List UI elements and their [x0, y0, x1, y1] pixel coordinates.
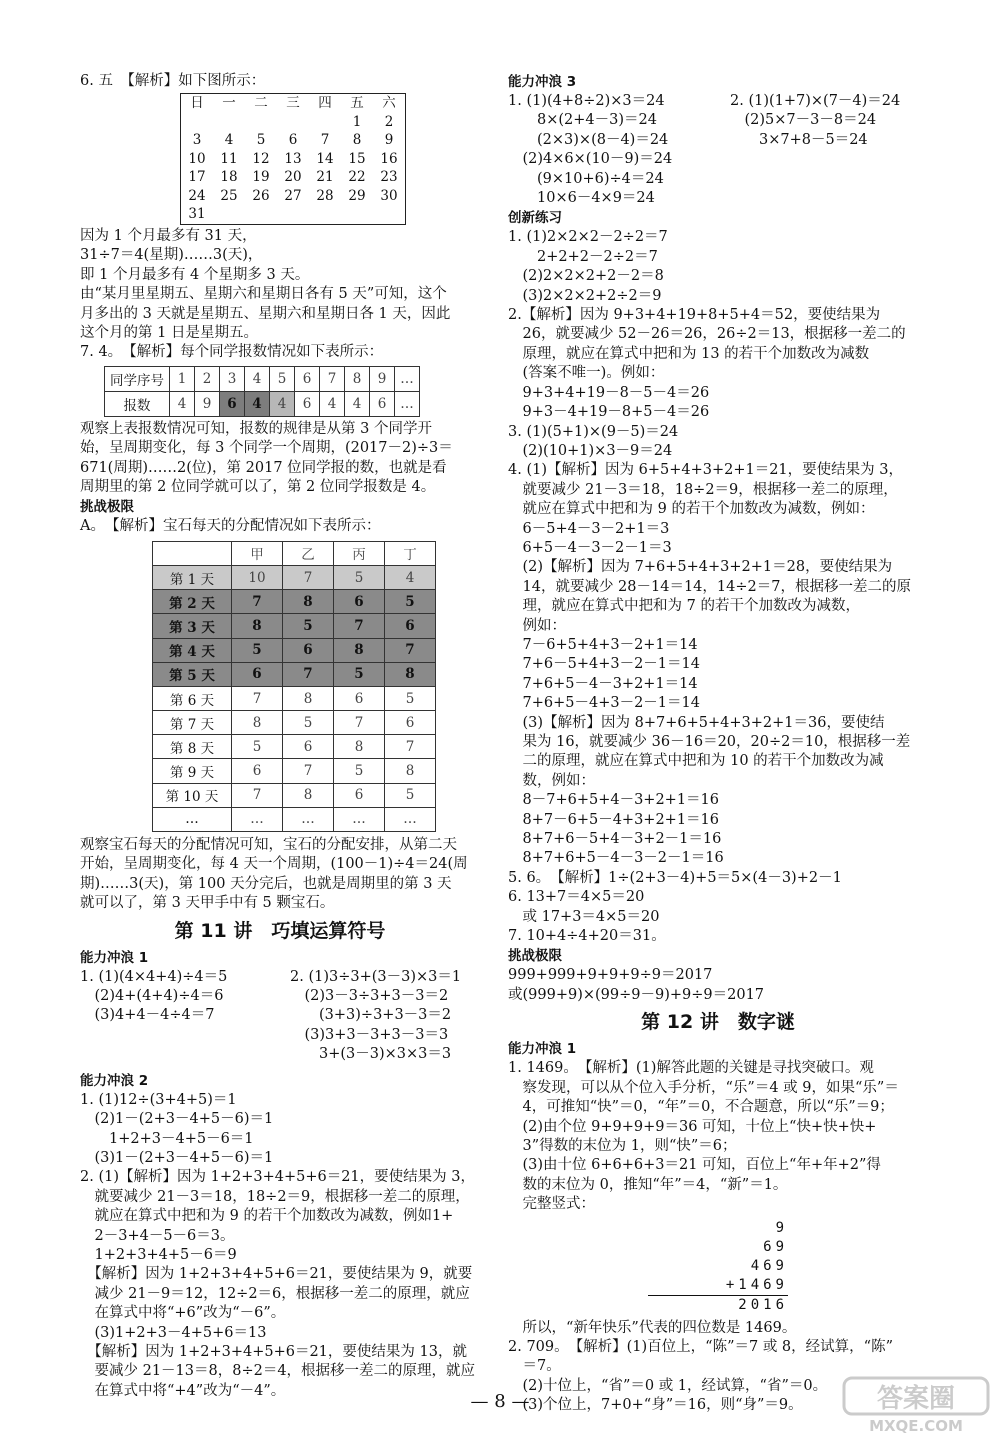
text-line: 这个月的第 1 日是星期五。 [80, 324, 258, 341]
text-line: 8+7+6+5－4－3－2－1＝16 [508, 850, 724, 867]
calendar-cell: 23 [380, 169, 398, 186]
gem-row [153, 759, 436, 783]
text-line: 要减少 21－13＝8，8÷2＝4，根据移一差二的原理，就应 [80, 1363, 476, 1380]
text-line: (2×3)×(8－4)＝24 [508, 131, 669, 148]
gem-cell: 8 [385, 662, 436, 686]
gem-cell: 第 10 天 [153, 783, 232, 807]
vertical-line: +1469 [725, 1276, 788, 1293]
text-line: (2)4×6×(10－9)＝24 [508, 151, 673, 168]
section-ability-1: 能力冲浪 1 [80, 949, 149, 966]
gem-cell: 5 [283, 711, 334, 735]
gem-cell: 5 [283, 614, 334, 638]
gem-cell: … [283, 807, 334, 831]
text-line: 8+7－6+5－4+3+2+1＝16 [508, 811, 720, 828]
calendar-row [181, 205, 406, 224]
calendar-cell: 一 [222, 95, 236, 112]
calendar-cell: 三 [286, 95, 300, 112]
calendar-row [181, 150, 406, 169]
ability-3-answers [508, 92, 928, 208]
text-line: 1+2+3－4+5－6＝1 [80, 1130, 254, 1147]
text-line: 周期里的第 2 位同学就可以了，第 2 位同学报数是 4。 [80, 478, 436, 495]
gem-cell: 6 [334, 783, 385, 807]
gem-row [153, 614, 436, 638]
gem-cell: 7 [385, 638, 436, 662]
text-line: 671(周期)……2(位)，第 2017 位同学报的数，也就是看 [80, 459, 447, 476]
text-line: 1. (1)12÷(3+4+5)＝1 [80, 1091, 237, 1108]
report-cell: 6 [295, 366, 320, 391]
vertical-line: 2016 [648, 1295, 788, 1315]
text-line: 观察上表报数情况可知，报数的规律是从第 3 个同学开 [80, 420, 432, 437]
gem-cell: 5 [334, 759, 385, 783]
calendar-cell [181, 113, 214, 132]
text-line: 4，可推知“快”＝0，“年”＝0，不合题意，所以“乐”＝9； [508, 1099, 894, 1116]
text-line: 8+7+6－5+4－3+2－1＝16 [508, 831, 722, 848]
gem-header-cell: 丙 [334, 541, 385, 565]
q6-intro [80, 72, 480, 91]
text-line: 【解析】因为 1+2+3+4+5+6＝21，要使结果为 9，就要 [80, 1266, 473, 1283]
calendar-row [181, 94, 406, 113]
q7-intro [80, 343, 480, 362]
text-line: 2. (1)(1+7)×(7－4)＝24 [730, 93, 901, 109]
text-line: (答案不唯一)。例如： [508, 365, 665, 382]
watermark-logo [842, 1376, 990, 1434]
gem-cell: 6 [283, 638, 334, 662]
lecture-11-title: 第 11 讲 巧填运算符号 [174, 919, 386, 942]
calendar-cell: 6 [288, 132, 298, 149]
calendar-row [181, 168, 406, 187]
text-line: 就要减少 21－3＝18，18÷2＝9，根据移一差二的原理， [80, 1188, 470, 1205]
text-line: (2)5×7－3－8＝24 [730, 112, 877, 129]
text-line: (3)3+3－3+3－3＝3 [290, 1026, 449, 1043]
report-cell: 4 [245, 366, 270, 391]
text-line: 7+6－5+4+3－2－1＝14 [508, 656, 700, 673]
gem-cell: 第 9 天 [153, 759, 232, 783]
text-line: 8×(2+4－3)＝24 [508, 112, 657, 129]
text-line: 10×6－4×9＝24 [508, 190, 655, 207]
calendar-cell [277, 205, 309, 224]
text-line: 原理，就应在算式中把和为 13 的若干个加数改为减数 [508, 345, 870, 362]
section-ability-3: 能力冲浪 3 [508, 74, 577, 90]
text-line: 6. 五 【解析】如下图所示： [80, 73, 266, 89]
text-line: 就可以了，第 3 天甲手中有 5 颗宝石。 [80, 895, 335, 912]
text-line: 4. (1)【解析】因为 6+5+4+3+2+1＝21，要使结果为 3， [508, 462, 903, 479]
gem-cell: 10 [232, 565, 283, 589]
vertical-line: 69 [763, 1238, 788, 1255]
calendar-cell: 18 [220, 169, 238, 186]
ability-1-q1 [80, 968, 290, 1065]
section-ability-2: 能力冲浪 2 [80, 1072, 149, 1089]
calendar-cell: 17 [188, 169, 206, 186]
gem-cell: 6 [232, 759, 283, 783]
gem-row [153, 807, 436, 831]
calendar-cell: 四 [318, 95, 332, 112]
gem-cell: 第 2 天 [153, 590, 232, 614]
calendar-row [181, 187, 406, 206]
text-line: (2)2×2×2+2－2＝8 [508, 268, 664, 285]
gem-cell: 8 [385, 759, 436, 783]
section-challenge: 挑战极限 [80, 499, 134, 516]
text-line: 6－5+4－3－2+1＝3 [508, 520, 670, 537]
text-line: 2.【解析】因为 9+3+4+19+8+5+4＝52，要使结果为 [508, 307, 881, 324]
text-line: (3)由十位 6+6+6+3＝21 可知，百位上“年+年+2”得 [508, 1157, 881, 1174]
vertical-line: 469 [750, 1257, 788, 1274]
report-cell: 2 [195, 366, 220, 391]
text-line: 1+2+3+4+5－6＝9 [80, 1246, 237, 1263]
report-cell: 1 [170, 366, 195, 391]
calendar-cell: 10 [188, 150, 206, 167]
text-line: 2. (1)3÷3+(3－3)×3＝1 [290, 968, 462, 985]
text-line: 3”得数的末位为 1，则“快”＝6； [508, 1137, 737, 1154]
calendar-cell: 15 [348, 150, 366, 167]
right-column [508, 72, 928, 1416]
report-label: 报数 [105, 391, 170, 416]
calendar-cell [213, 205, 245, 224]
gem-cell: 8 [283, 783, 334, 807]
text-line: A。 【解析】宝石每天的分配情况如下表所示： [80, 518, 381, 535]
text-line: (2)3－3÷3+3－3＝2 [290, 988, 449, 1005]
report-cell: 6 [295, 391, 320, 416]
calendar-row [181, 131, 406, 150]
text-line: 就要减少 21－3＝18，18÷2＝9，根据移一差二的原理， [508, 481, 898, 498]
ability-1-q2 [290, 968, 461, 1065]
gem-row [153, 735, 436, 759]
page-number: — 8 — [470, 1391, 530, 1412]
gem-cell: 5 [334, 565, 385, 589]
gem-cell: 8 [232, 614, 283, 638]
text-line: 7. 10+4÷4+20＝31。 [508, 928, 666, 945]
text-line: (2)(10+1)×3－9＝24 [508, 442, 673, 459]
gem-cell: 6 [283, 735, 334, 759]
calendar-cell [277, 113, 309, 132]
calendar-cell [245, 205, 277, 224]
text-line: 7+6+5－4－3+2+1＝14 [508, 675, 698, 692]
gem-header-cell [153, 541, 232, 565]
ability-3-q2 [730, 92, 900, 208]
text-line: 3×7+8－5＝24 [730, 131, 868, 148]
gem-row [153, 662, 436, 686]
text-line: (2)【解析】因为 7+6+5+4+3+2+1＝28，要使结果为 [508, 559, 893, 576]
gem-cell: 6 [232, 662, 283, 686]
calendar-cell: 20 [284, 169, 302, 186]
lecture-12-title: 第 12 讲 数字谜 [641, 1011, 795, 1034]
text-line: (2)由个位 9+9+9+9＝36 可知，十位上“快+快+快+ [508, 1118, 877, 1135]
text-line: 2. 709。 【解析】(1)百位上，“陈”＝7 或 8，经试算，“陈” [508, 1338, 893, 1355]
text-line: 数，例如： [508, 772, 595, 789]
gem-cell: 7 [283, 565, 334, 589]
calendar-cell [309, 205, 341, 224]
ability-1-answers [80, 968, 480, 1065]
text-line: (3)4+4－4÷4＝7 [80, 1007, 215, 1024]
text-line: 3+(3－3)×3×3＝3 [290, 1046, 452, 1063]
gem-cell: 7 [283, 759, 334, 783]
report-cell: 5 [270, 366, 295, 391]
text-line: 所以，“新年快乐”代表的四位数是 1469。 [508, 1319, 797, 1336]
calendar-cell: 27 [284, 187, 302, 204]
text-line: 7+6+5－4+3－2－1＝14 [508, 695, 700, 712]
text-line: 二的原理，就应在算式中把和为 10 的若干个加数改为减 [508, 753, 884, 770]
gem-cell: 8 [334, 735, 385, 759]
text-line: 9+3－4+19－8+5－4＝26 [508, 404, 710, 421]
text-line: 9+3+4+19－8－5－4＝26 [508, 384, 710, 401]
gem-cell: 第 5 天 [153, 662, 232, 686]
text-line: 或 17+3＝4×5＝20 [508, 908, 660, 925]
digit-puzzle-answers [508, 1059, 928, 1214]
text-line: (3)个位上，7+0+“身”＝16，则“身”＝9。 [508, 1397, 803, 1414]
section-ability-1-right: 能力冲浪 1 [508, 1041, 577, 1058]
text-line: (2)1－(2+3－4+5－6)＝1 [80, 1111, 274, 1128]
gem-cell: 7 [283, 662, 334, 686]
text-line: 月多出的 3 天就是星期五、星期六和星期日各 1 天，因此 [80, 305, 451, 322]
text-line: 就应在算式中把和为 9 的若干个加数改为减数，例如： [508, 501, 875, 518]
calendar-cell: 19 [252, 169, 270, 186]
text-line: 或(999+9)×(99÷9－9)+9÷9＝2017 [508, 986, 765, 1003]
text-line: 果为 16，就要减少 36－16＝20，20÷2＝10，根据移一差 [508, 734, 911, 750]
calendar-cell: 六 [382, 95, 396, 112]
gem-cell: 6 [334, 686, 385, 710]
text-line: 始，呈周期变化，每 3 个同学一个周期，(2017－2)÷3＝ [80, 440, 453, 457]
text-line: (3)【解析】因为 8+7+6+5+4+3+2+1＝36，要使结 [508, 714, 885, 731]
gem-cell: 5 [385, 686, 436, 710]
text-line: 因为 1 个月最多有 31 天， [80, 227, 257, 244]
text-line: 2+2+2－2÷2＝7 [508, 248, 658, 265]
calendar-cell: 13 [284, 150, 302, 167]
calendar-cell: 7 [320, 132, 330, 149]
text-line: 数的末位为 0，推知“年”＝4，“新”＝1。 [508, 1176, 788, 1193]
calendar-cell: 30 [380, 187, 398, 204]
calendar-cell: 8 [352, 132, 362, 149]
gem-cell: 5 [385, 783, 436, 807]
text-line: 1. (1)(4+8÷2)×3＝24 [508, 93, 665, 109]
report-cell: 3 [220, 366, 245, 391]
report-cell: 7 [320, 366, 345, 391]
text-line: 26，就要减少 52－26＝26，26÷2＝13，根据移一差二的 [508, 326, 906, 343]
text-line: 例如： [508, 617, 566, 634]
gem-cell: … [385, 807, 436, 831]
gem-cell: 8 [334, 638, 385, 662]
calendar-cell: 日 [190, 95, 204, 112]
gem-cell: 7 [232, 686, 283, 710]
calendar-cell: 2 [384, 113, 394, 130]
text-line: 在算式中将“+4”改为“－4”。 [80, 1382, 286, 1399]
text-line: (2)十位上，“省”＝0 或 1，经试算，“省”＝0。 [508, 1377, 828, 1394]
challenge-answers [508, 966, 928, 1005]
text-line: 理，就应在算式中把和为 7 的若干个加数改为减数， [508, 598, 860, 615]
innovation-answers [508, 228, 928, 946]
report-cell: 8 [345, 366, 370, 391]
calendar-cell: 28 [316, 187, 334, 204]
watermark-text: 答案圈 [876, 1384, 956, 1414]
text-line: ＝7。 [508, 1358, 561, 1375]
gem-header-row [153, 541, 436, 565]
report-cell: … [395, 391, 420, 416]
gem-row [153, 711, 436, 735]
gem-cell: 8 [283, 686, 334, 710]
section-challenge-right: 挑战极限 [508, 948, 562, 965]
gem-row [153, 590, 436, 614]
gem-cell: 8 [283, 590, 334, 614]
gem-cell: 5 [232, 735, 283, 759]
gem-cell: 第 3 天 [153, 614, 232, 638]
gem-cell: 6 [334, 590, 385, 614]
report-cell: 4 [345, 391, 370, 416]
ability-3-q1 [508, 92, 730, 208]
text-line: 即 1 个月最多有 4 个星期多 3 天。 [80, 266, 310, 283]
gem-cell: … [232, 807, 283, 831]
text-line: 察发现，可以从个位入手分析，“乐”＝4 或 9，如果“乐”＝ [508, 1079, 899, 1096]
report-table [104, 366, 420, 417]
calendar-cell [213, 113, 245, 132]
calendar-cell: 21 [316, 169, 334, 186]
calendar-cell: 1 [352, 113, 362, 130]
text-line: 7. 4。 【解析】每个同学报数情况如下表所示： [80, 344, 384, 361]
text-line: 1. (1)2×2×2－2÷2＝7 [508, 229, 668, 246]
text-line: 【解析】因为 1+2+3+4+5+6＝21，要使结果为 13，就 [80, 1343, 467, 1360]
report-cell: 4 [245, 391, 270, 416]
gem-table [152, 541, 436, 832]
text-line: 8－7+6+5+4－3+2+1＝16 [508, 792, 720, 809]
qa-intro [80, 517, 480, 536]
text-line: 就应在算式中把和为 9 的若干个加数改为减数，例如1+ [80, 1208, 454, 1225]
report-cell: 6 [220, 391, 245, 416]
calendar-cell [309, 113, 341, 132]
text-line: (2)4+(4+4)÷4＝6 [80, 988, 224, 1005]
text-line: 3. (1)(5+1)×(9－5)＝24 [508, 423, 679, 440]
gem-cell: 第 6 天 [153, 686, 232, 710]
calendar-cell: 29 [348, 187, 366, 204]
gem-cell: 6 [385, 614, 436, 638]
calendar-cell: 31 [188, 206, 206, 223]
text-line: (9×10+6)÷4＝24 [508, 170, 664, 187]
gem-cell: 5 [232, 638, 283, 662]
gem-cell: 第 7 天 [153, 711, 232, 735]
report-cell: 4 [170, 391, 195, 416]
report-cell: 9 [195, 391, 220, 416]
calendar-table [180, 93, 406, 225]
text-line: 由“某月里星期五、星期六和星期日各有 5 天”可知，这个 [80, 286, 447, 303]
calendar-cell: 3 [192, 132, 202, 149]
text-line: 2. (1)【解析】因为 1+2+3+4+5+6＝21，要使结果为 3， [80, 1169, 475, 1186]
report-row [105, 366, 420, 391]
gem-header-cell: 丁 [385, 541, 436, 565]
text-line: 完整竖式： [508, 1196, 595, 1213]
calendar-cell: 五 [350, 95, 364, 112]
section-innovation: 创新练习 [508, 210, 562, 227]
gem-row [153, 638, 436, 662]
gem-cell: 5 [385, 590, 436, 614]
gem-cell: 7 [385, 735, 436, 759]
text-line: 5. 6。 【解析】1÷(2+3－4)+5＝5×(4－3)+2－1 [508, 869, 842, 886]
gem-row [153, 686, 436, 710]
gem-cell: 第 4 天 [153, 638, 232, 662]
gem-header-cell: 甲 [232, 541, 283, 565]
calendar-cell: 11 [220, 150, 238, 167]
calendar-cell: 26 [252, 187, 270, 204]
gem-cell: 第 1 天 [153, 565, 232, 589]
gem-row [153, 565, 436, 589]
text-line: 14，就要减少 28－14＝14，14÷2＝7，根据移一差二的原 [508, 578, 911, 595]
text-line: 在算式中将“+6”改为“－6”。 [80, 1305, 286, 1322]
text-line: (3)2×2×2+2÷2＝9 [508, 287, 662, 304]
gem-cell: 7 [232, 783, 283, 807]
text-line: (3)1－(2+3－4+5－6)＝1 [80, 1149, 274, 1166]
q6-explanation [80, 227, 480, 343]
text-line: 期)……3(天)，第 100 天分完后，也就是周期里的第 3 天 [80, 875, 452, 892]
calendar-cell: 12 [252, 150, 270, 167]
calendar-cell: 22 [348, 169, 366, 186]
gem-cell: 8 [232, 711, 283, 735]
q7-explanation [80, 420, 480, 498]
report-cell: 4 [320, 391, 345, 416]
report-cell: … [395, 366, 420, 391]
report-label: 同学序号 [105, 366, 170, 391]
text-line: 1. 1469。 【解析】(1)解答此题的关键是寻找突破口。观 [508, 1060, 874, 1077]
report-row [105, 391, 420, 416]
text-line: 31÷7＝4(星期)……3(天)， [80, 247, 263, 264]
gem-cell: 7 [334, 711, 385, 735]
qa-explanation [80, 836, 480, 914]
calendar-cell: 5 [256, 132, 266, 149]
text-line: 7－6+5+4+3－2+1＝14 [508, 636, 698, 653]
gem-header-cell: 乙 [283, 541, 334, 565]
text-line: 观察宝石每天的分配情况可知，宝石的分配安排，从第二天 [80, 837, 457, 854]
gem-cell: 4 [385, 565, 436, 589]
vertical-addition [648, 1219, 788, 1315]
calendar-cell: 16 [380, 150, 398, 167]
calendar-cell [373, 205, 406, 224]
gem-cell: … [334, 807, 385, 831]
text-line: 6+5－4－3－2－1＝3 [508, 539, 672, 556]
text-line: 减少 21－9＝12，12÷2＝6，根据移一差二的原理，就应 [80, 1285, 470, 1302]
text-line: 2－3+4－5－6＝3。 [80, 1227, 235, 1244]
text-line: (3+3)÷3+3－3＝2 [290, 1007, 452, 1024]
text-line: 1. (1)(4×4+4)÷4＝5 [80, 968, 228, 985]
gem-row [153, 783, 436, 807]
gem-cell: 6 [385, 711, 436, 735]
gem-cell: 5 [334, 662, 385, 686]
vertical-line: 9 [775, 1219, 788, 1236]
calendar-cell: 9 [384, 132, 394, 149]
calendar-cell [245, 113, 277, 132]
report-cell: 9 [370, 366, 395, 391]
text-line: (3)1+2+3－4+5+6＝13 [80, 1324, 267, 1341]
ability-2-answers [80, 1091, 480, 1402]
gem-cell: 7 [232, 590, 283, 614]
left-column [80, 72, 480, 1401]
text-line: 999+999+9+9+9÷9＝2017 [508, 967, 713, 984]
watermark-url: MXQE.COM [869, 1417, 963, 1434]
gem-cell: 7 [334, 614, 385, 638]
report-cell: 4 [270, 391, 295, 416]
text-line: 6. 13+7＝4×5＝20 [508, 889, 645, 906]
calendar-row [181, 113, 406, 132]
calendar-cell [341, 205, 373, 224]
calendar-cell: 二 [254, 95, 268, 112]
calendar-cell: 4 [224, 132, 234, 149]
calendar-cell: 14 [316, 150, 334, 167]
text-line: 开始，呈周期变化，每 4 天一个周期，(100－1)÷4＝24(周 [80, 856, 468, 873]
calendar-cell: 24 [188, 187, 206, 204]
report-cell: 6 [370, 391, 395, 416]
calendar-cell: 25 [220, 187, 238, 204]
gem-cell: 第 8 天 [153, 735, 232, 759]
gem-cell: … [153, 807, 232, 831]
